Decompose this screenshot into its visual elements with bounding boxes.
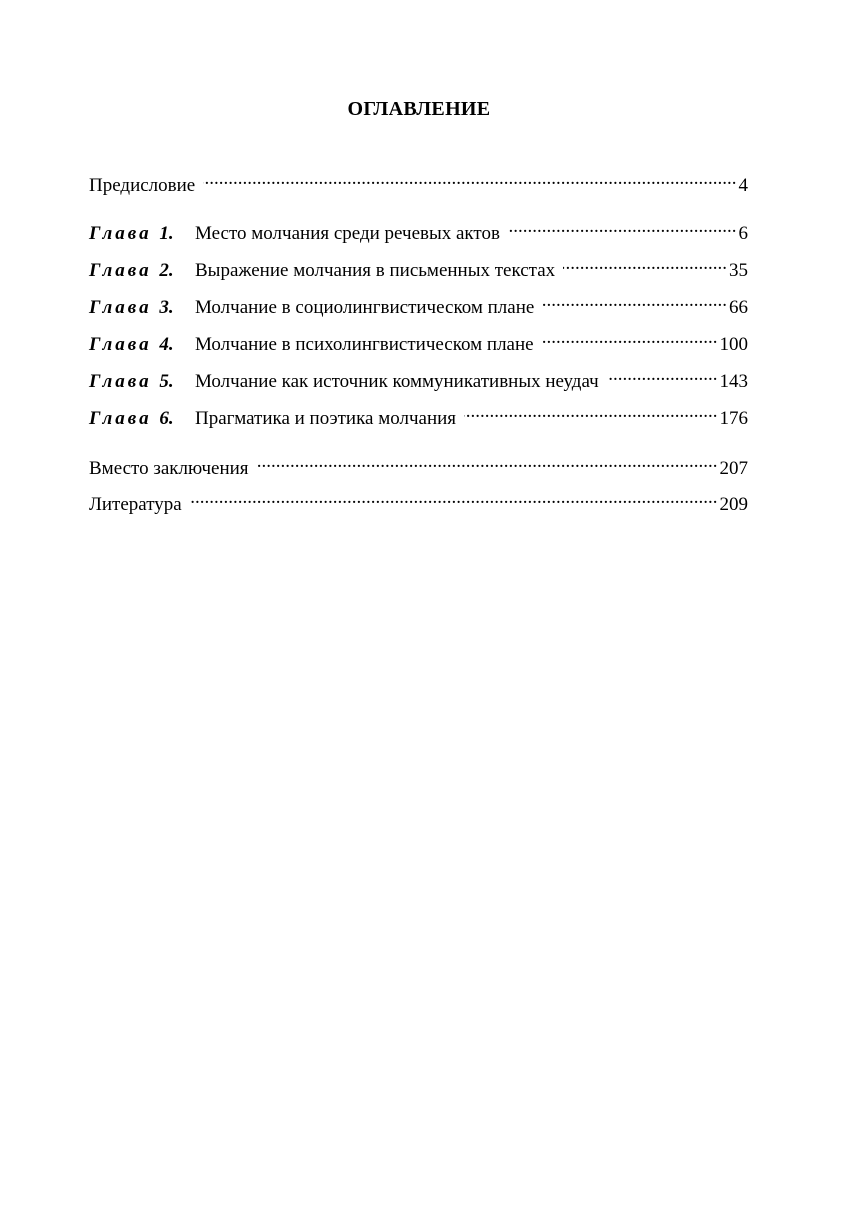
chapter-label — [89, 296, 195, 320]
toc-entry-title: Молчание в социолингвистическом плане — [195, 297, 535, 318]
chapter-number: 1. — [159, 223, 174, 244]
toc-entry-title: Литература — [89, 494, 182, 515]
toc-page-number: 66 — [729, 297, 748, 318]
page-title: ОГЛАВЛЕНИЕ — [347, 98, 491, 120]
chapter-label — [89, 259, 195, 283]
chapter-word: Глава — [89, 260, 152, 281]
toc-entry-chapter-3 — [89, 289, 748, 318]
toc-entry-chapter-2 — [89, 252, 748, 281]
toc-entry-title: Прагматика и поэтика молчания — [195, 408, 457, 429]
toc-page-number: 207 — [719, 458, 748, 479]
toc-entry-chapter-1 — [89, 215, 748, 244]
dot-leader — [203, 167, 736, 191]
toc-entry-title: Молчание как источник коммуникативных неудач — [195, 371, 599, 392]
toc-entry-references — [89, 486, 748, 515]
dot-leader — [542, 289, 727, 313]
chapter-number: 5. — [159, 371, 174, 392]
toc-page-number: 143 — [719, 371, 748, 392]
chapter-word: Глава — [89, 371, 152, 392]
dot-leader — [563, 252, 727, 276]
chapter-number: 3. — [159, 297, 174, 318]
chapter-word: Глава — [89, 297, 152, 318]
chapter-number: 6. — [159, 408, 174, 429]
chapter-label — [89, 370, 195, 394]
toc-page-number: 6 — [738, 223, 748, 244]
toc-entry-chapter-5 — [89, 363, 748, 392]
chapter-label — [89, 407, 195, 431]
dot-leader — [464, 400, 717, 424]
toc-entry-conclusion — [89, 450, 748, 479]
toc-page-number: 100 — [719, 334, 748, 355]
toc-entry-preface — [89, 167, 748, 196]
toc-entry-title: Вместо заключения — [89, 458, 249, 479]
chapter-label — [89, 222, 195, 246]
chapter-word: Глава — [89, 223, 152, 244]
toc-entry-chapter-6 — [89, 400, 748, 429]
chapter-number: 4. — [159, 334, 174, 355]
toc-page-number: 176 — [719, 408, 748, 429]
toc-entry-title: Место молчания среди речевых актов — [195, 223, 500, 244]
dot-leader — [542, 326, 718, 350]
toc-entry-title: Выражение молчания в письменных текстах — [195, 260, 556, 281]
chapter-label — [89, 333, 195, 357]
dot-leader — [190, 486, 718, 510]
toc-page-number: 209 — [719, 494, 748, 515]
chapter-number: 2. — [159, 260, 174, 281]
dot-leader — [508, 215, 737, 239]
toc-entry-title: Молчание в психолингвистическом плане — [195, 334, 534, 355]
chapter-word: Глава — [89, 408, 152, 429]
toc-entry-chapter-4 — [89, 326, 748, 355]
chapter-word: Глава — [89, 334, 152, 355]
toc-entry-title: Предисловие — [89, 175, 196, 196]
toc-page-number: 35 — [729, 260, 748, 281]
dot-leader — [607, 363, 718, 387]
toc-page-number: 4 — [738, 175, 748, 196]
dot-leader — [257, 450, 718, 474]
